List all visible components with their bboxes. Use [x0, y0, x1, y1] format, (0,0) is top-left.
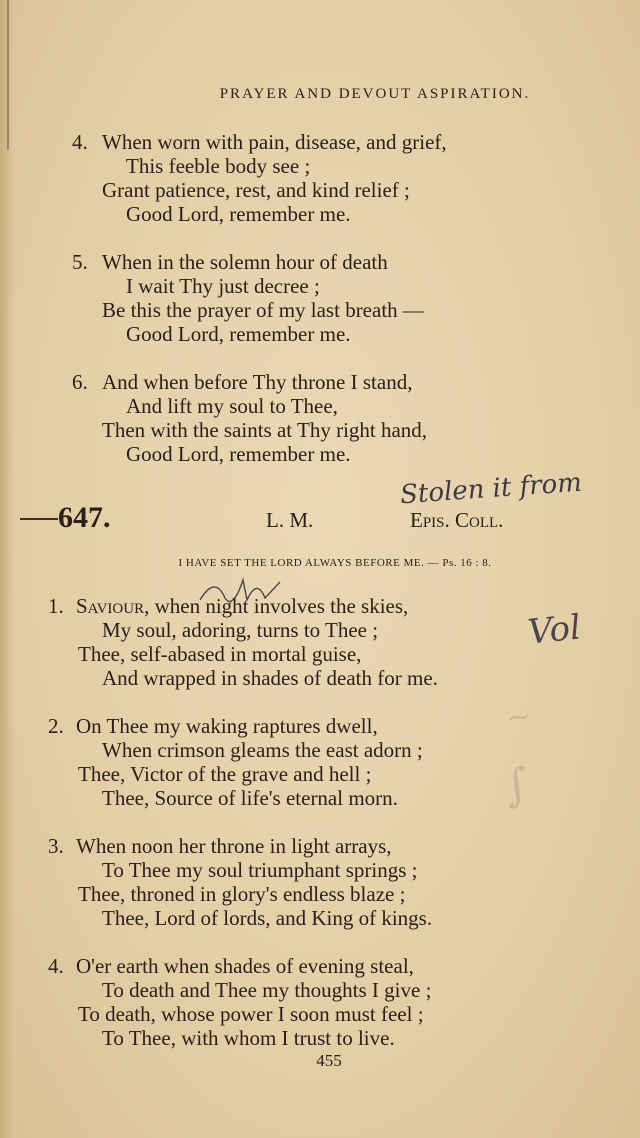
stanza-line: Then with the saints at Thy right hand,: [102, 418, 428, 442]
stanza-number: 5.: [72, 250, 88, 274]
stanza-line: Thee, Source of life's eternal morn.: [102, 786, 398, 810]
stanza-line: My soul, adoring, turns to Thee ;: [102, 618, 379, 642]
stanza-number: 3.: [48, 834, 64, 858]
stanza-line: To death and Thee my thoughts I give ;: [102, 978, 432, 1002]
stanza-line: When crimson gleams the east adorn ;: [102, 738, 423, 762]
stanza-line: When in the solemn hour of death: [102, 250, 388, 274]
stanza-line: Thee, throned in glory's endless blaze ;: [78, 882, 406, 906]
stanza-first-word: Saviour,: [76, 594, 150, 618]
hymn-source: Epis. Coll.: [410, 508, 504, 532]
stanza-line: To death, whose power I soon must feel ;: [78, 1002, 424, 1026]
hymn-meter: L. M.: [266, 508, 314, 532]
stanza-line: Good Lord, remember me.: [126, 322, 351, 346]
scripture-epigraph: I HAVE SET THE LORD ALWAYS BEFORE ME. — Ps. 16 : 8.: [178, 557, 492, 569]
binding-mark: [7, 0, 9, 150]
faint-pencil-mark: ~: [503, 698, 534, 737]
stanza-line: O'er earth when shades of evening steal,: [76, 954, 414, 978]
running-head: PRAYER AND DEVOUT ASPIRATION.: [219, 86, 531, 102]
stanza-line: I wait Thy just decree ;: [126, 274, 320, 298]
stanza-line: When worn with pain, disease, and grief,: [102, 130, 447, 154]
stanza-line: And wrapped in shades of death for me.: [102, 666, 438, 690]
stanza-line: [76, 594, 408, 619]
stanza-line: To Thee, with whom I trust to live.: [102, 1026, 395, 1050]
stanza-line: Good Lord, remember me.: [126, 442, 351, 466]
stanza-line: Thee, Victor of the grave and hell ;: [78, 762, 372, 786]
stanza-number: 4.: [72, 130, 88, 154]
stanza-line: Grant patience, rest, and kind relief ;: [102, 178, 410, 202]
stanza-line: Thee, self-abased in mortal guise,: [78, 642, 362, 666]
page-edge-shadow: [0, 0, 14, 1138]
handwritten-note: Stolen it from: [399, 467, 583, 511]
stanza-line-rest: when night involves the skies,: [149, 594, 409, 618]
faint-pencil-mark: ∫: [500, 758, 533, 813]
stanza-number: 2.: [48, 714, 64, 738]
hymn-number: 647.: [58, 501, 111, 534]
stanza-number: 6.: [72, 370, 88, 394]
stanza-line: When noon her throne in light arrays,: [76, 834, 392, 858]
handwritten-margin-note: Vol: [526, 607, 583, 653]
page-number: 455: [316, 1051, 342, 1070]
stanza-line: Good Lord, remember me.: [126, 202, 351, 226]
stanza-line: Thee, Lord of lords, and King of kings.: [102, 906, 433, 930]
stanza-line: Be this the prayer of my last breath —: [102, 298, 424, 322]
stanza-number: 4.: [48, 954, 64, 978]
stanza-line: This feeble body see ;: [126, 154, 311, 178]
stanza-line: On Thee my waking raptures dwell,: [76, 714, 378, 738]
margin-dash: [20, 518, 58, 520]
stanza-number: 1.: [48, 594, 64, 618]
stanza-line: And lift my soul to Thee,: [126, 394, 338, 418]
stanza-line: To Thee my soul triumphant springs ;: [102, 858, 418, 882]
stanza-line: And when before Thy throne I stand,: [102, 370, 413, 394]
